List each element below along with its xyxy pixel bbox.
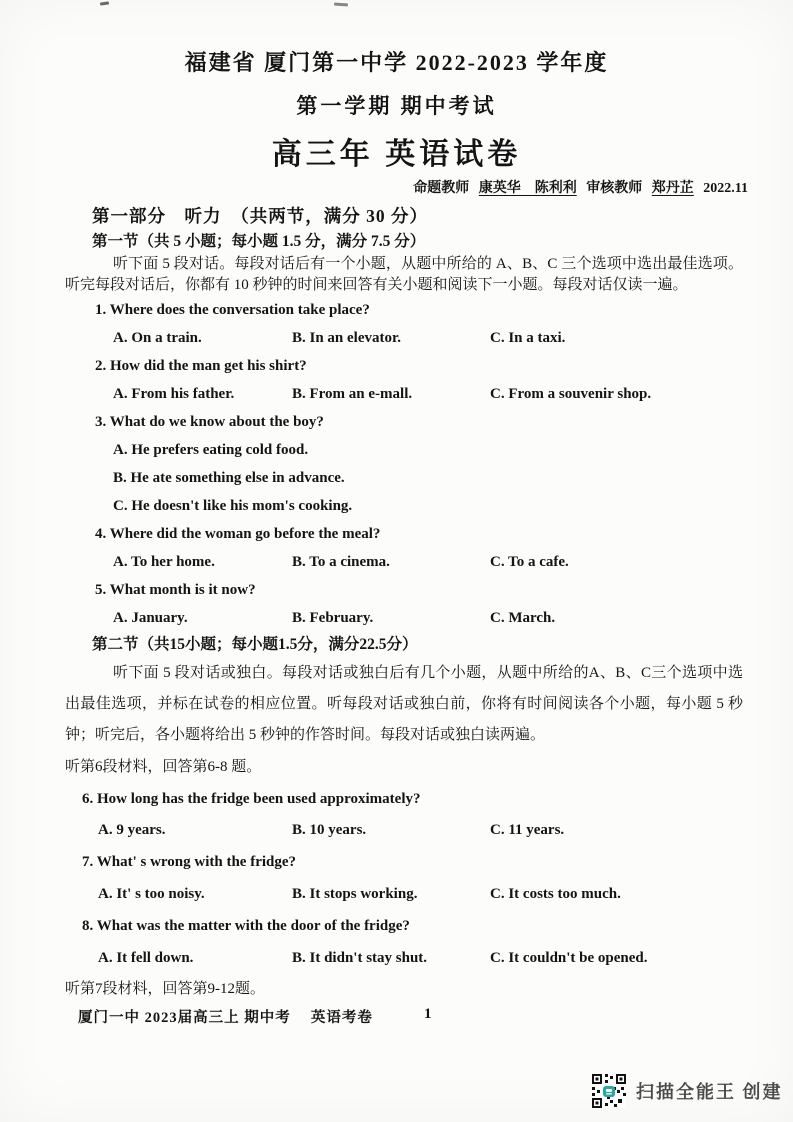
setter-names: 康英华 陈利利 bbox=[478, 181, 577, 196]
option-a: A. From his father. bbox=[113, 386, 235, 402]
page-number: 1 bbox=[424, 1006, 432, 1022]
reviewer-name: 郑丹芷 bbox=[651, 181, 694, 196]
question-5: 5. What month is it now? bbox=[95, 582, 256, 598]
material-7-note: 听第7段材料，回答第9-12题。 bbox=[65, 981, 265, 997]
question-7: 7. What' s wrong with the fridge? bbox=[82, 854, 297, 870]
footer-paper-label: 厦门一中 2023届高三上 期中考 英语考卷 bbox=[78, 1010, 373, 1026]
question-3: 3. What do we know about the boy? bbox=[95, 414, 324, 430]
option-c: C. It couldn't be opened. bbox=[490, 950, 648, 966]
option-b: B. He ate something else in advance. bbox=[113, 470, 345, 486]
part1-heading: 第一部分 听力 （共两节，满分 30 分） bbox=[92, 206, 428, 226]
byline bbox=[0, 177, 793, 197]
question-4: 4. Where did the woman go before the meal? bbox=[95, 526, 381, 542]
question-7-options bbox=[98, 879, 743, 910]
option-b: B. 10 years. bbox=[292, 822, 367, 838]
reviewer-label: 审核教师 bbox=[586, 181, 643, 196]
option-b: B. To a cinema. bbox=[292, 554, 390, 570]
option-c: C. In a taxi. bbox=[490, 330, 566, 346]
exam-body bbox=[0, 197, 793, 1005]
section2-instructions: 听下面 5 段对话或独白。每段对话或独白后有几个小题，从题中所给的A、B、C三个选项中选出最佳选项，并标在试卷的相应位置。听每段对话或独白前，你将有时间阅读各个小题，每小题 5 秒钟；听完后，各小题将给出 5 秒钟的作答时间。每段对话或独白读两遍。 bbox=[65, 665, 743, 743]
setter-label: 命题教师 bbox=[413, 181, 470, 196]
option-c: C. March. bbox=[490, 610, 556, 626]
question-1: 1. Where does the conversation take place? bbox=[95, 302, 370, 318]
option-a: A. 9 years. bbox=[98, 822, 166, 838]
question-2: 2. How did the man get his shirt? bbox=[95, 358, 307, 374]
section1-instructions: 听下面 5 段对话。每段对话后有一个小题，从题中所给的 A、B、C 三个选项中选出最佳选项。听完每段对话后，你都有 10 秒钟的时间来回答有关小题和阅读下一小题。每段对话仅读一遍。 bbox=[65, 256, 743, 293]
option-b: B. In an elevator. bbox=[292, 330, 402, 346]
option-c: C. To a cafe. bbox=[490, 554, 569, 570]
question-4-options bbox=[113, 548, 743, 576]
paper-title: 高三年 英语试卷 bbox=[271, 138, 522, 171]
option-c: C. 11 years. bbox=[490, 822, 565, 838]
option-a: A. On a train. bbox=[113, 330, 202, 346]
school-year-heading: 福建省 厦门第一中学 2022-2023 学年度 bbox=[184, 50, 609, 75]
question-6-options bbox=[98, 815, 743, 846]
option-b: B. From an e-mall. bbox=[292, 386, 413, 402]
option-c: C. It costs too much. bbox=[490, 886, 621, 902]
option-c: C. From a souvenir shop. bbox=[490, 386, 652, 402]
option-c: C. He doesn't like his mom's cooking. bbox=[113, 498, 353, 514]
qr-code-icon bbox=[592, 1074, 626, 1108]
term-heading: 第一学期 期中考试 bbox=[296, 94, 497, 118]
option-a: A. January. bbox=[113, 610, 188, 626]
watermark-text: 扫描全能王 创建 bbox=[636, 1082, 783, 1102]
paper-date: 2022.11 bbox=[703, 181, 748, 196]
question-8-options bbox=[98, 943, 743, 974]
camscanner-watermark bbox=[592, 1074, 783, 1108]
question-5-options bbox=[113, 604, 743, 632]
question-6: 6. How long has the fridge been used approximately? bbox=[82, 791, 421, 807]
section1-heading: 第一节（共 5 小题；每小题 1.5 分，满分 7.5 分） bbox=[92, 233, 426, 250]
option-a: A. To her home. bbox=[113, 554, 215, 570]
section2-heading: 第二节（共15小题；每小题1.5分，满分22.5分） bbox=[92, 636, 418, 653]
option-b: B. It stops working. bbox=[292, 886, 418, 902]
option-b: B. February. bbox=[292, 610, 374, 626]
question-1-options bbox=[113, 324, 743, 352]
material-6-note: 听第6段材料，回答第6-8 题。 bbox=[65, 759, 262, 775]
option-b: B. It didn't stay shut. bbox=[292, 950, 428, 966]
option-a: A. It' s too noisy. bbox=[98, 886, 205, 902]
question-2-options bbox=[113, 380, 743, 408]
question-8: 8. What was the matter with the door of the fridge? bbox=[82, 918, 410, 934]
option-a: A. It fell down. bbox=[98, 950, 194, 966]
option-a: A. He prefers eating cold food. bbox=[113, 442, 309, 458]
